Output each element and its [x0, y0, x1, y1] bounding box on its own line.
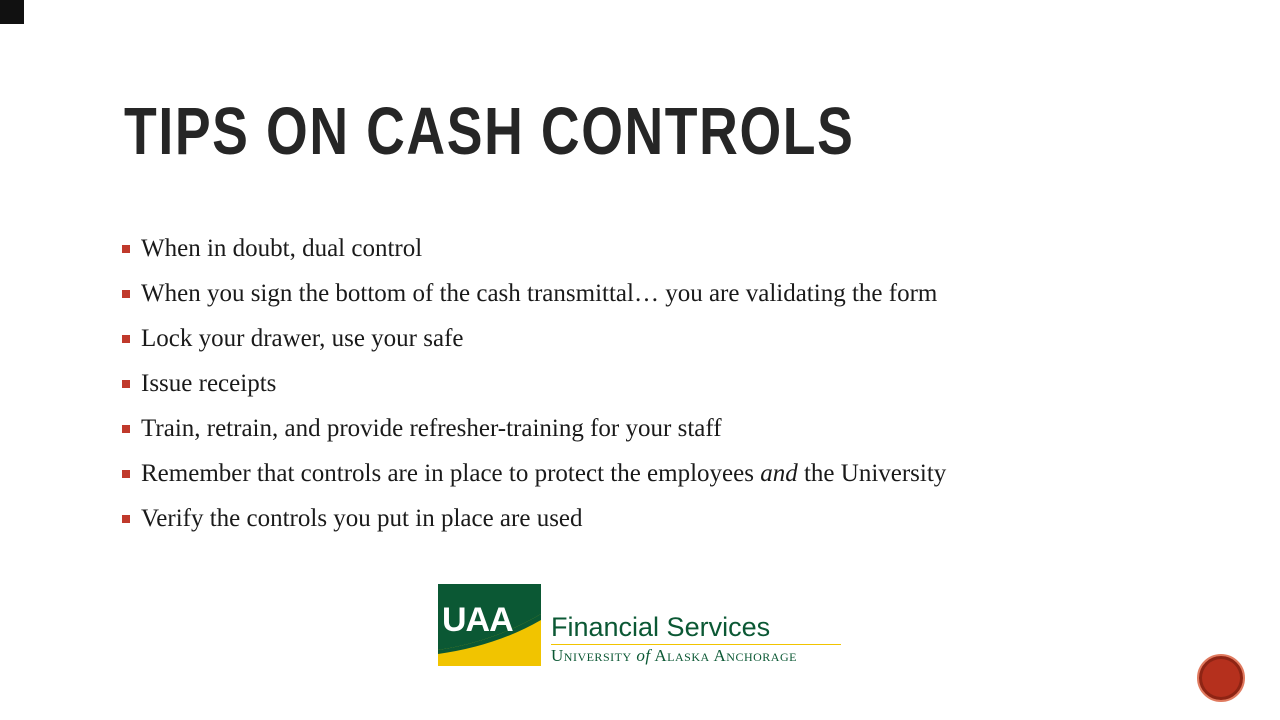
square-bullet-icon [122, 380, 130, 388]
bullet-text: When you sign the bottom of the cash transmittal… you are validating the form [141, 279, 938, 307]
bullet-item [122, 496, 946, 541]
bullet-item [122, 226, 946, 271]
bullet-text: Verify the controls you put in place are used [141, 504, 583, 532]
logo-university-of: of [636, 646, 651, 665]
square-bullet-icon [122, 470, 130, 478]
bullet-text-part: Remember that controls are in place to protect the employees [141, 459, 761, 487]
bullet-item [122, 361, 946, 406]
bullet-item [122, 316, 946, 361]
bullet-text: Train, retrain, and provide refresher-training for your staff [141, 414, 722, 442]
square-bullet-icon [122, 290, 130, 298]
logo-divider [551, 644, 841, 645]
square-bullet-icon [122, 425, 130, 433]
square-bullet-icon [122, 335, 130, 343]
logo-university-part: Alaska Anchorage [650, 646, 797, 665]
logo-financial-services: Financial Services [551, 612, 771, 642]
bullet-item [122, 451, 946, 496]
uaa-financial-services-logo [438, 584, 848, 668]
bullet-text [141, 460, 946, 488]
logo-university-name [551, 646, 797, 666]
slide-number-badge [1197, 654, 1245, 702]
bullet-list [122, 226, 946, 541]
bullet-text: When in doubt, dual control [141, 234, 423, 262]
uaa-logo-mark [438, 584, 541, 666]
uaa-logo-text: UAA [442, 601, 513, 639]
bullet-text: Lock your drawer, use your safe [141, 324, 464, 352]
bullet-text: Issue receipts [141, 369, 277, 397]
corner-tab [0, 0, 24, 24]
square-bullet-icon [122, 515, 130, 523]
slide-title: TIPS ON CASH CONTROLS [124, 94, 855, 169]
square-bullet-icon [122, 245, 130, 253]
bullet-text-part: the University [797, 459, 947, 487]
bullet-emphasis: and [760, 459, 798, 487]
bullet-item [122, 271, 946, 316]
bullet-item [122, 406, 946, 451]
logo-university-part: University [551, 646, 637, 665]
